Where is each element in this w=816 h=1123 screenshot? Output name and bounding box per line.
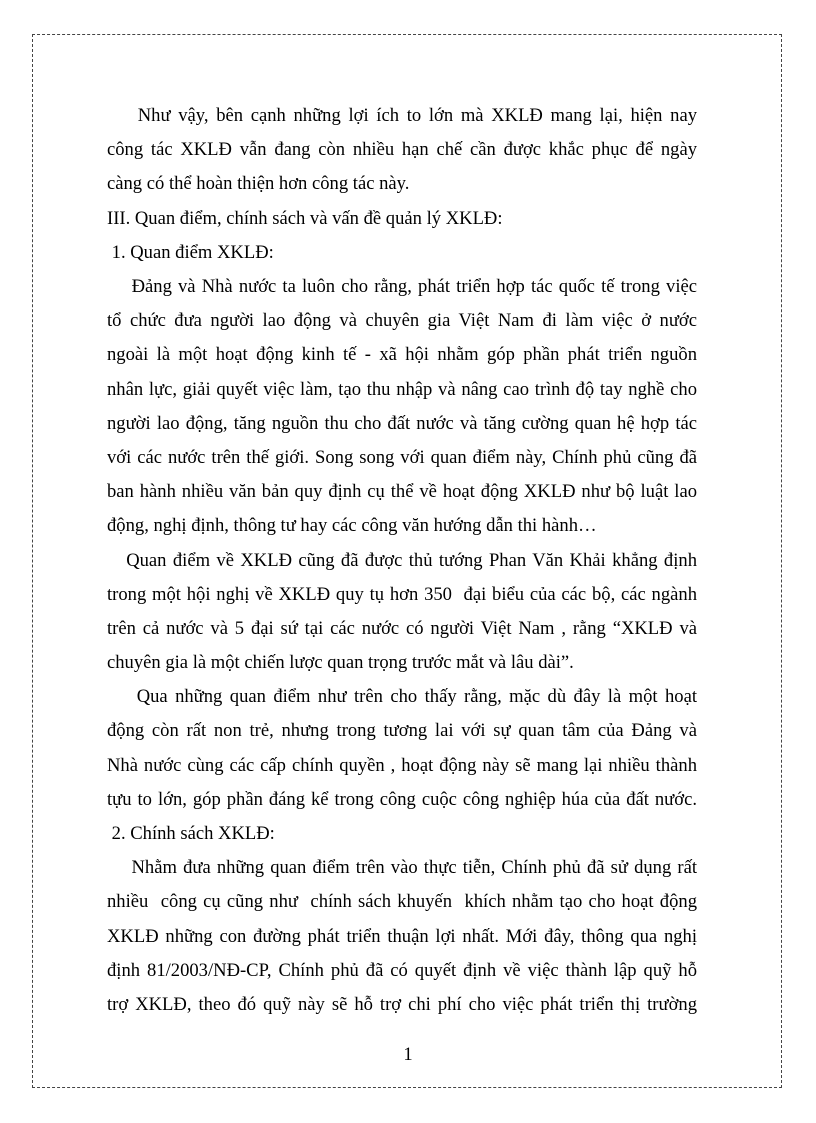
text-line: công tác XKLĐ vẫn đang còn nhiều hạn chế cần được khắc phục để ngày: [107, 139, 697, 161]
text-line: chuyên gia là một chiến lược quan trọng trước mắt và lâu dài”.: [107, 652, 574, 674]
text-line: tổ chức đưa người lao động và chuyên gia Việt Nam đi làm việc ở nước: [107, 310, 697, 332]
text-line: động, nghị định, thông tư hay các công văn hướng dẫn thi hành…: [107, 515, 597, 537]
text-line: Nhằm đưa những quan điểm trên vào thực tiễn, Chính phủ đã sử dụng rất: [107, 857, 697, 879]
text-line: tựu to lớn, góp phần đáng kể trong công cuộc công nghiệp húa của đất nước.: [107, 788, 697, 810]
text-line: ngoài là một hoạt động kinh tế - xã hội nhằm góp phần phát triển nguồn: [107, 344, 697, 366]
text-line: Đảng và Nhà nước ta luôn cho rằng, phát triển hợp tác quốc tế trong việc: [107, 275, 697, 297]
text-line: trong một hội nghị về XKLĐ quy tụ hơn 350 đại biểu của các bộ, các ngành: [107, 583, 697, 605]
text-line: nhân lực, giải quyết việc làm, tạo thu nhập và nâng cao trình độ tay nghề cho: [107, 378, 697, 400]
text-line: Quan điểm về XKLĐ cũng đã được thủ tướng Phan Văn Khải khẳng định: [107, 549, 697, 571]
text-line: ban hành nhiều văn bản quy định cụ thể về hoạt động XKLĐ như bộ luật lao: [107, 481, 697, 503]
text-line: Như vậy, bên cạnh những lợi ích to lớn mà XKLĐ mang lại, hiện nay: [107, 105, 697, 126]
text-line: trên cả nước và 5 đại sứ tại các nước có người Việt Nam , rằng “XKLĐ và: [107, 617, 697, 639]
text-line: càng có thể hoàn thiện hơn công tác này.: [107, 173, 410, 195]
text-line: XKLĐ những con đường phát triển thuận lợi nhất. Mới đây, thông qua nghị: [107, 925, 697, 947]
text-line: động còn rất non trẻ, nhưng trong tương lai với sự quan tâm của Đảng và: [107, 720, 697, 742]
text-line: người lao động, tăng nguồn thu cho đất nước và tăng cường quan hệ hợp tác: [107, 412, 697, 434]
text-line: nhiều công cụ cũng như chính sách khuyến khích nhằm tạo cho hoạt động: [107, 891, 697, 913]
text-line: định 81/2003/NĐ-CP, Chính phủ đã có quyết định về việc thành lập quỹ hỗ: [107, 959, 697, 981]
text-line: 1. Quan điểm XKLĐ:: [107, 241, 274, 263]
document-body: [107, 99, 697, 1022]
text-line: với các nước trên thế giới. Song song với quan điểm này, Chính phủ cũng đã: [107, 446, 697, 468]
text-line: Nhà nước cùng các cấp chính quyền , hoạt động này sẽ mang lại nhiều thành: [107, 754, 697, 776]
page-number: 1: [403, 1044, 413, 1065]
text-line: Qua những quan điểm như trên cho thấy rằng, mặc dù đây là một hoạt: [107, 686, 697, 708]
text-line: trợ XKLĐ, theo đó quỹ này sẽ hỗ trợ chi phí cho việc phát triển thị trường: [107, 993, 697, 1015]
text-line: 2. Chính sách XKLĐ:: [107, 823, 275, 845]
text-line: III. Quan điểm, chính sách và vấn đề quản lý XKLĐ:: [107, 207, 503, 229]
